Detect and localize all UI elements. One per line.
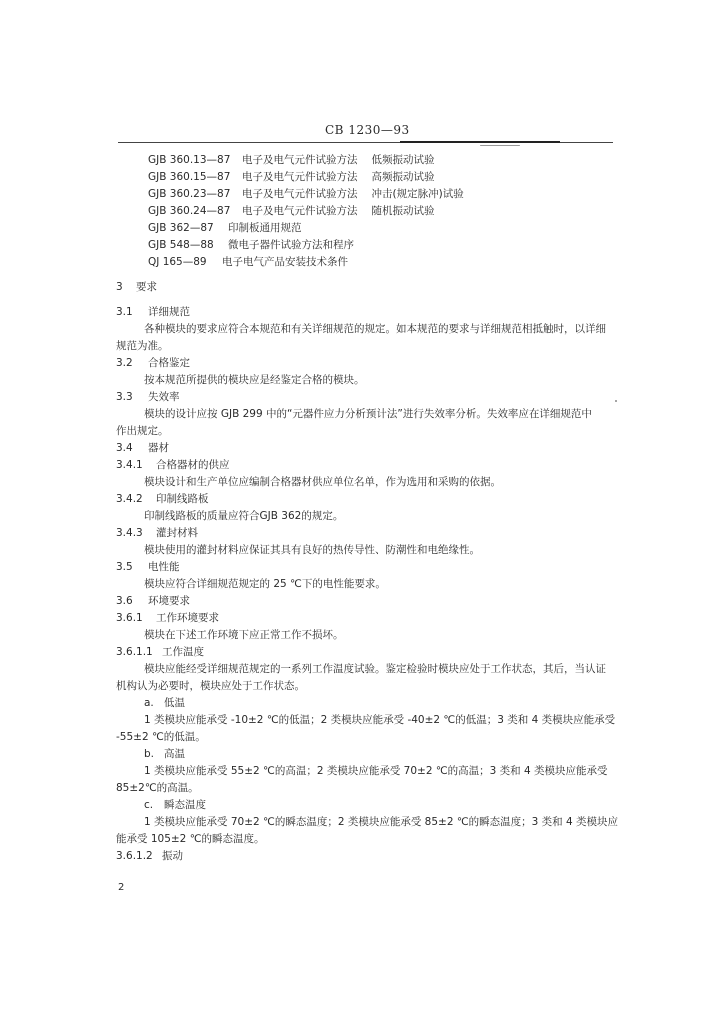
- header-rule-accent: [400, 141, 560, 143]
- section-heading: 3.5 电性能: [116, 561, 180, 573]
- section-heading: 3.6 环境要求: [116, 595, 190, 607]
- scan-speck: [615, 400, 617, 402]
- paragraph-line: 规范为准。: [116, 340, 169, 352]
- paragraph-line: 模块应符合详细规范规定的 25 ℃下的电性能要求。: [144, 578, 386, 590]
- paragraph-line: 1 类模块应能承受 55±2 ℃的高温；2 类模块应能承受 70±2 ℃的高温；3 类和 4 类模块应能承受: [144, 765, 608, 777]
- paragraph-line: 85±2℃的高温。: [116, 782, 199, 794]
- reference-item: GJB 360.15—87 电子及电气元件试验方法 高频振动试验: [148, 171, 435, 183]
- list-item-heading: a. 低温: [144, 697, 185, 709]
- section-heading: 3.4.2 印制线路板: [116, 493, 209, 505]
- section-heading: 3.1 详细规范: [116, 306, 190, 318]
- paragraph-line: 印制线路板的质量应符合GJB 362的规定。: [144, 510, 344, 522]
- paragraph-line: 模块的设计应按 GJB 299 中的“元器件应力分析预计法”进行失效率分析。失效率应在详细规范中: [144, 408, 592, 420]
- section-heading: 3.4.1 合格器材的供应: [116, 459, 230, 471]
- paragraph-line: 1 类模块应能承受 -10±2 ℃的低温；2 类模块应能承受 -40±2 ℃的低温；3 类和 4 类模块应能承受: [144, 714, 616, 726]
- reference-item: GJB 362—87 印制板通用规范: [148, 222, 302, 234]
- reference-item: GJB 548—88 微电子器件试验方法和程序: [148, 239, 354, 251]
- reference-item: GJB 360.23—87 电子及电气元件试验方法 冲击(规定脉冲)试验: [148, 188, 464, 200]
- paragraph-line: 按本规范所提供的模块应是经鉴定合格的模块。: [144, 374, 365, 386]
- section-heading: 3.6.1.2 振动: [116, 850, 183, 862]
- list-item-heading: b. 高温: [144, 748, 185, 760]
- paragraph-line: 模块应能经受详细规范规定的一系列工作温度试验。鉴定检验时模块应处于工作状态，其后，当认证: [144, 663, 606, 675]
- paragraph-line: 机构认为必要时，模块应处于工作状态。: [116, 680, 305, 692]
- paragraph-line: -55±2 ℃的低温。: [116, 731, 206, 743]
- paragraph-line: 作出规定。: [116, 425, 169, 437]
- paragraph-line: 模块使用的灌封材料应保证其具有良好的热传导性、防潮性和电绝缘性。: [144, 544, 480, 556]
- paragraph-line: 各种模块的要求应符合本规范和有关详细规范的规定。如本规范的要求与详细规范相抵触时，以详细: [144, 323, 606, 335]
- section-heading: 3.6.1 工作环境要求: [116, 612, 219, 624]
- reference-item: GJB 360.13—87 电子及电气元件试验方法 低频振动试验: [148, 154, 435, 166]
- paragraph-line: 1 类模块应能承受 70±2 ℃的瞬态温度；2 类模块应能承受 85±2 ℃的瞬态温度；3 类和 4 类模块应: [144, 816, 619, 828]
- section-heading: 3.4.3 灌封材料: [116, 527, 198, 539]
- reference-item: QJ 165—89 电子电气产品安装技术条件: [148, 256, 348, 268]
- list-item-heading: c. 瞬态温度: [144, 799, 206, 811]
- section-heading: 3.3 失效率: [116, 391, 180, 403]
- section-heading: 3.6.1.1 工作温度: [116, 646, 204, 658]
- paragraph-line: 模块设计和生产单位应编制合格器材供应单位名单，作为选用和采购的依据。: [144, 476, 501, 488]
- paragraph-line: 模块在下述工作环境下应正常工作不损坏。: [144, 629, 344, 641]
- scan-speck: [480, 145, 520, 146]
- section-heading: 3.4 器材: [116, 442, 169, 454]
- page-number: 2: [118, 882, 125, 893]
- document-code: CB 1230—93: [325, 123, 410, 137]
- reference-item: GJB 360.24—87 电子及电气元件试验方法 随机振动试验: [148, 205, 435, 217]
- section-heading: 3 要求: [116, 281, 157, 293]
- paragraph-line: 能承受 105±2 ℃的瞬态温度。: [116, 833, 265, 845]
- section-heading: 3.2 合格鉴定: [116, 357, 190, 369]
